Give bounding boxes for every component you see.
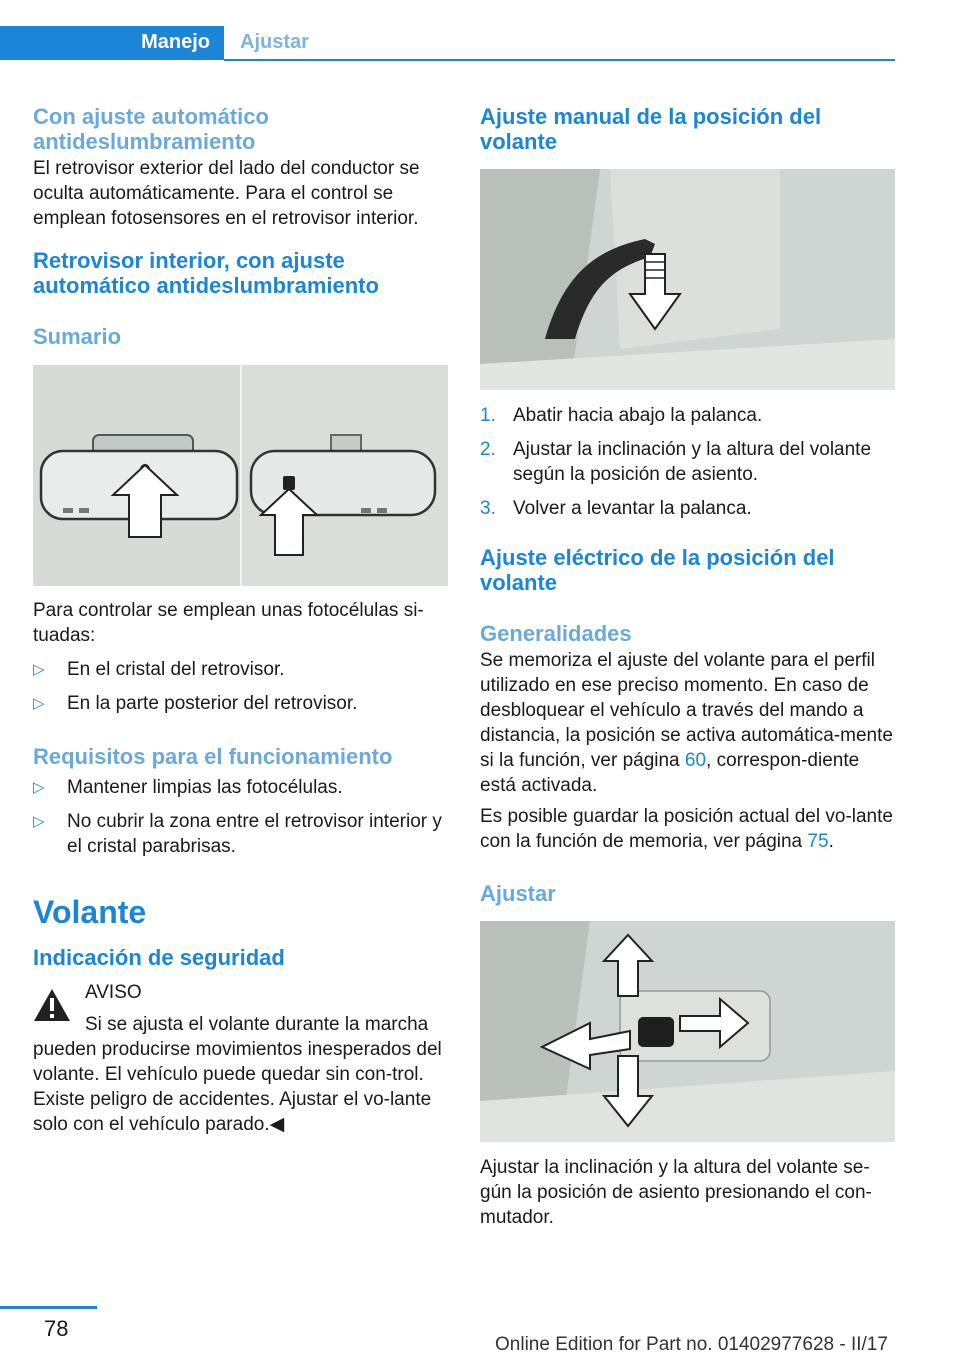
tab-ajustar[interactable]: Ajustar — [240, 31, 309, 53]
page-number: 78 — [44, 1316, 69, 1341]
manual-steps — [480, 403, 900, 521]
heading-manual-adjust: Ajuste manual de la posición del volante — [480, 104, 822, 154]
switch-figure — [480, 921, 895, 1142]
list-item: 2. Ajustar la inclinación y la altura del volante según la posición de asiento. — [480, 439, 872, 485]
paragraph-save-position: Es posible guardar la posición actual del vo‐lante con la función de memoria, ver página 75. — [480, 806, 893, 852]
mirror-illustration — [33, 365, 448, 586]
heading-sumario: Sumario — [33, 324, 122, 349]
tab-manejo-label: Manejo — [141, 31, 210, 53]
chapter-header — [0, 26, 895, 62]
triangle-bullet-icon: ▷ — [33, 813, 45, 830]
heading-safety: Indicación de seguridad — [33, 945, 285, 970]
left-column — [33, 104, 451, 1137]
lever-illustration — [480, 169, 895, 390]
header-rule — [224, 59, 895, 61]
requirements-list — [33, 775, 451, 859]
switch-illustration — [480, 921, 895, 1142]
list-item: 3. Volver a levantar la palanca. — [480, 498, 752, 519]
paragraph-switch: Ajustar la inclinación y la altura del volante se‐gún la posición de asiento presionando el con‐mutador. — [480, 1157, 872, 1228]
list-item: ▷ En la parte posterior del retrovisor. — [33, 693, 358, 714]
warning-block — [33, 980, 451, 1137]
triangle-bullet-icon: ▷ — [33, 661, 45, 678]
edition-label: Online Edition for Part no. 01402977628 - II/17 — [495, 1334, 888, 1355]
warning-text: Si se ajusta el volante durante la marcha pueden producirse movimientos inesperados del volante. El vehículo puede quedar sin con‐trol. Existe peligro de accidentes. Ajustar el vo‐lante solo con el vehículo parado.◀ — [33, 1014, 442, 1135]
right-column — [480, 104, 900, 1230]
paragraph-exterior-mirror: El retrovisor exterior del lado del conductor se oculta automáticamente. Para el control se emplean fotosensores en el retrovisor interior. — [33, 158, 420, 229]
heading-generalidades: Generalidades — [480, 621, 632, 646]
heading-auto-dimming: Con ajuste automático antideslumbramiento — [33, 104, 269, 154]
mirror-figure — [33, 365, 448, 586]
lever-figure — [480, 169, 895, 390]
paragraph-photocells: Para controlar se emplean unas fotocélulas si‐tuadas: — [33, 600, 424, 646]
heading-electric-adjust: Ajuste eléctrico de la posición del volante — [480, 545, 835, 595]
photocell-list — [33, 657, 451, 716]
heading-interior-mirror: Retrovisor interior, con ajuste automático antideslumbramiento — [33, 248, 379, 298]
warning-title: AVISO — [85, 982, 142, 1003]
list-item: ▷ No cubrir la zona entre el retrovisor interior y el cristal parabrisas. — [33, 811, 442, 857]
list-item: ▷ En el cristal del retrovisor. — [33, 659, 285, 680]
footer-rule — [0, 1306, 97, 1309]
page-link-75[interactable]: 75 — [807, 831, 829, 852]
heading-requisitos: Requisitos para el funcionamiento — [33, 744, 393, 769]
triangle-bullet-icon: ▷ — [33, 779, 45, 796]
warning-icon — [33, 988, 71, 1022]
heading-volante: Volante — [33, 894, 147, 930]
heading-ajustar: Ajustar — [480, 881, 556, 906]
triangle-bullet-icon: ▷ — [33, 695, 45, 712]
tab-manejo[interactable] — [0, 26, 224, 60]
paragraph-memory: Se memoriza el ajuste del volante para el perfil utilizado en ese preciso momento. En caso de desbloquear el vehículo a través del mando a distancia, la posición se activa automática‐mente si la función, ver página 60, correspon‐diente está activada. — [480, 650, 893, 796]
page-link-60[interactable]: 60 — [684, 750, 707, 771]
list-item: ▷ Mantener limpias las fotocélulas. — [33, 777, 343, 798]
list-item: 1. Abatir hacia abajo la palanca. — [480, 405, 763, 426]
